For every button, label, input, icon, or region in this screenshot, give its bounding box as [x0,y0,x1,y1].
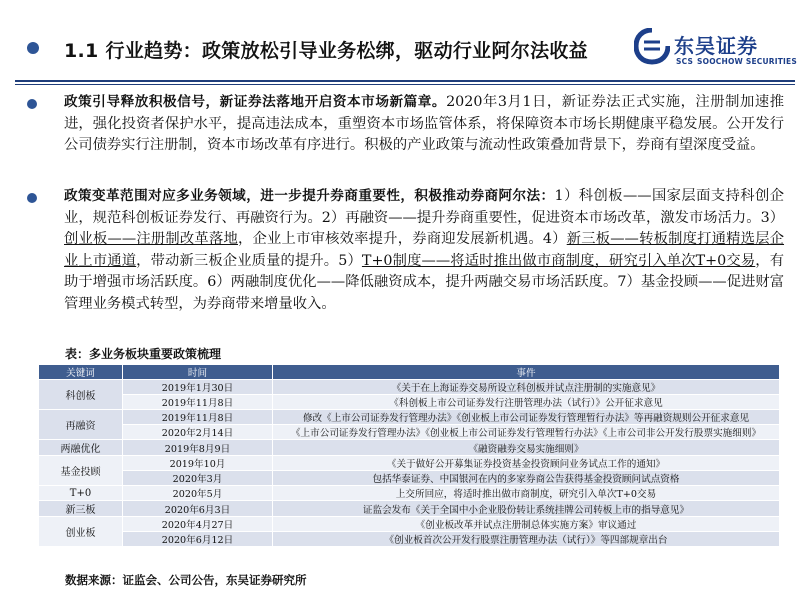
table-caption: 表：多业务板块重要政策梳理 [65,347,222,361]
paragraph1-lead: 政策引导释放积极信号，新证券法落地开启资本市场新篇章。 [64,94,447,110]
table-row [39,440,780,456]
keyword-cell: 科创板 [39,380,123,410]
event-cell: 《融资融券交易实施细则》 [273,440,780,456]
table-row [39,532,780,547]
column-header: 时间 [123,365,273,380]
date-cell: 2019年11月8日 [123,410,273,425]
paragraph2-bullet-icon [27,193,37,203]
policy-table [38,364,780,547]
logo-mark-icon [634,28,670,66]
date-cell: 2020年3月 [123,471,273,486]
paragraph2-underline: T+0制度——将适时推出做市商制度，研究引入单次T+0交易 [361,252,756,269]
column-header: 关键词 [39,365,123,380]
table-row [39,471,780,486]
paragraph1-body: 2020年3月1日，新证券法正式实施，注册制加速推进，强化投资者保护水平，提高违法成本，重塑资本市场监管体系，将保障资本市场长期健康平稳发展。公开发行公司债券实行注册制，资本市场改革有序进行。积极的产业政策与流动性政策叠加背景下，券商有望深度受益。 [64,94,784,154]
logo-text-cn: 东吴证券 [674,34,758,58]
date-cell: 2019年1月30日 [123,380,273,395]
date-cell: 2020年5月 [123,486,273,501]
paragraph2-text: 1）科创板——国家层面支持科创企业，规范科创板证券发行、再融资行为。2）再融资——提升券商重要性，促进资本市场改革，激发市场活力。3） [64,188,784,226]
event-cell: 《科创板上市公司证券发行注册管理办法（试行）》公开征求意见 [273,395,780,410]
event-cell: 修改《上市公司证券发行管理办法》《创业板上市公司证券发行管理暂行办法》等再融资规则公开征求意见 [273,410,780,425]
paragraph2-underline: 新三板——转板制度打通精选层企业上市通道 [64,231,785,269]
slide-header [0,0,800,92]
date-cell: 2019年11月8日 [123,395,273,410]
paragraph2-text: ，有助于增强市场活跃度。6）两融制度优化——降低融资成本，提升两融交易市场活跃度。7）基金投顾——促进财富管理业务模式转型，为券商带来增量收入。 [64,252,784,312]
event-cell: 上交所回应，将适时推出做市商制度，研究引入单次T+0交易 [273,486,780,501]
date-cell: 2020年4月27日 [123,517,273,532]
date-cell: 2019年10月 [123,456,273,471]
table-row [39,410,780,425]
column-header: 事件 [273,365,780,380]
paragraph2-text: ，企业上市审核效率提升，券商迎发展新机遇。4） [238,231,567,248]
table-row [39,456,780,471]
title-bullet-icon [27,42,39,54]
keyword-cell: 两融优化 [39,440,123,456]
keyword-cell: 基金投顾 [39,456,123,486]
date-cell: 2020年6月12日 [123,532,273,547]
paragraph2-underline: 创业板——注册制改革落地 [64,231,238,248]
event-cell: 证监会发布《关于全国中小企业股份转让系统挂牌公司转板上市的指导意见》 [273,501,780,517]
table-row [39,425,780,440]
data-source-note: 数据来源：证监会、公司公告，东吴证券研究所 [65,573,307,587]
paragraph-2 [64,186,784,316]
event-cell: 《上市公司证券发行管理办法》《创业板上市公司证券发行管理暂行办法》《上市公司非公开发行股票实施细则》 [273,425,780,440]
table-row [39,395,780,410]
paragraph1-bullet-icon [27,99,37,109]
slide-title: 1.1 行业趋势：政策放松引导业务松绑，驱动行业阿尔法收益 [64,40,588,62]
company-logo [634,28,797,72]
keyword-cell: T+0 [39,486,123,501]
paragraph-1 [64,92,784,157]
table-row [39,501,780,517]
event-cell: 《关于在上海证券交易所设立科创板并试点注册制的实施意见》 [273,380,780,395]
table-row [39,517,780,532]
keyword-cell: 再融资 [39,410,123,440]
date-cell: 2019年8月9日 [123,440,273,456]
event-cell: 包括华泰证券、中国银河在内的多家券商公告获得基金投资顾问试点资格 [273,471,780,486]
event-cell: 《创业板首次公开发行股票注册管理办法（试行）》等四部规章出台 [273,532,780,547]
header-rule [15,80,795,82]
table-row [39,380,780,395]
date-cell: 2020年6月3日 [123,501,273,517]
logo-text-en: SCS SOOCHOW SECURITIES [676,57,797,66]
paragraph2-lead: 政策变革范围对应多业务领域，进一步提升券商重要性，积极推动券商阿尔法： [64,188,555,204]
table-body [39,380,780,547]
date-cell: 2020年2月14日 [123,425,273,440]
paragraph2-text: ，带动新三板企业质量的提升。5） [136,252,362,269]
event-cell: 《创业板改革并试点注册制总体实施方案》审议通过 [273,517,780,532]
table-header-row [39,365,780,380]
event-cell: 《关于做好公开募集证券投资基金投资顾问业务试点工作的通知》 [273,456,780,471]
keyword-cell: 创业板 [39,517,123,547]
table-row [39,486,780,501]
keyword-cell: 新三板 [39,501,123,517]
header-rule-thin [15,84,795,85]
